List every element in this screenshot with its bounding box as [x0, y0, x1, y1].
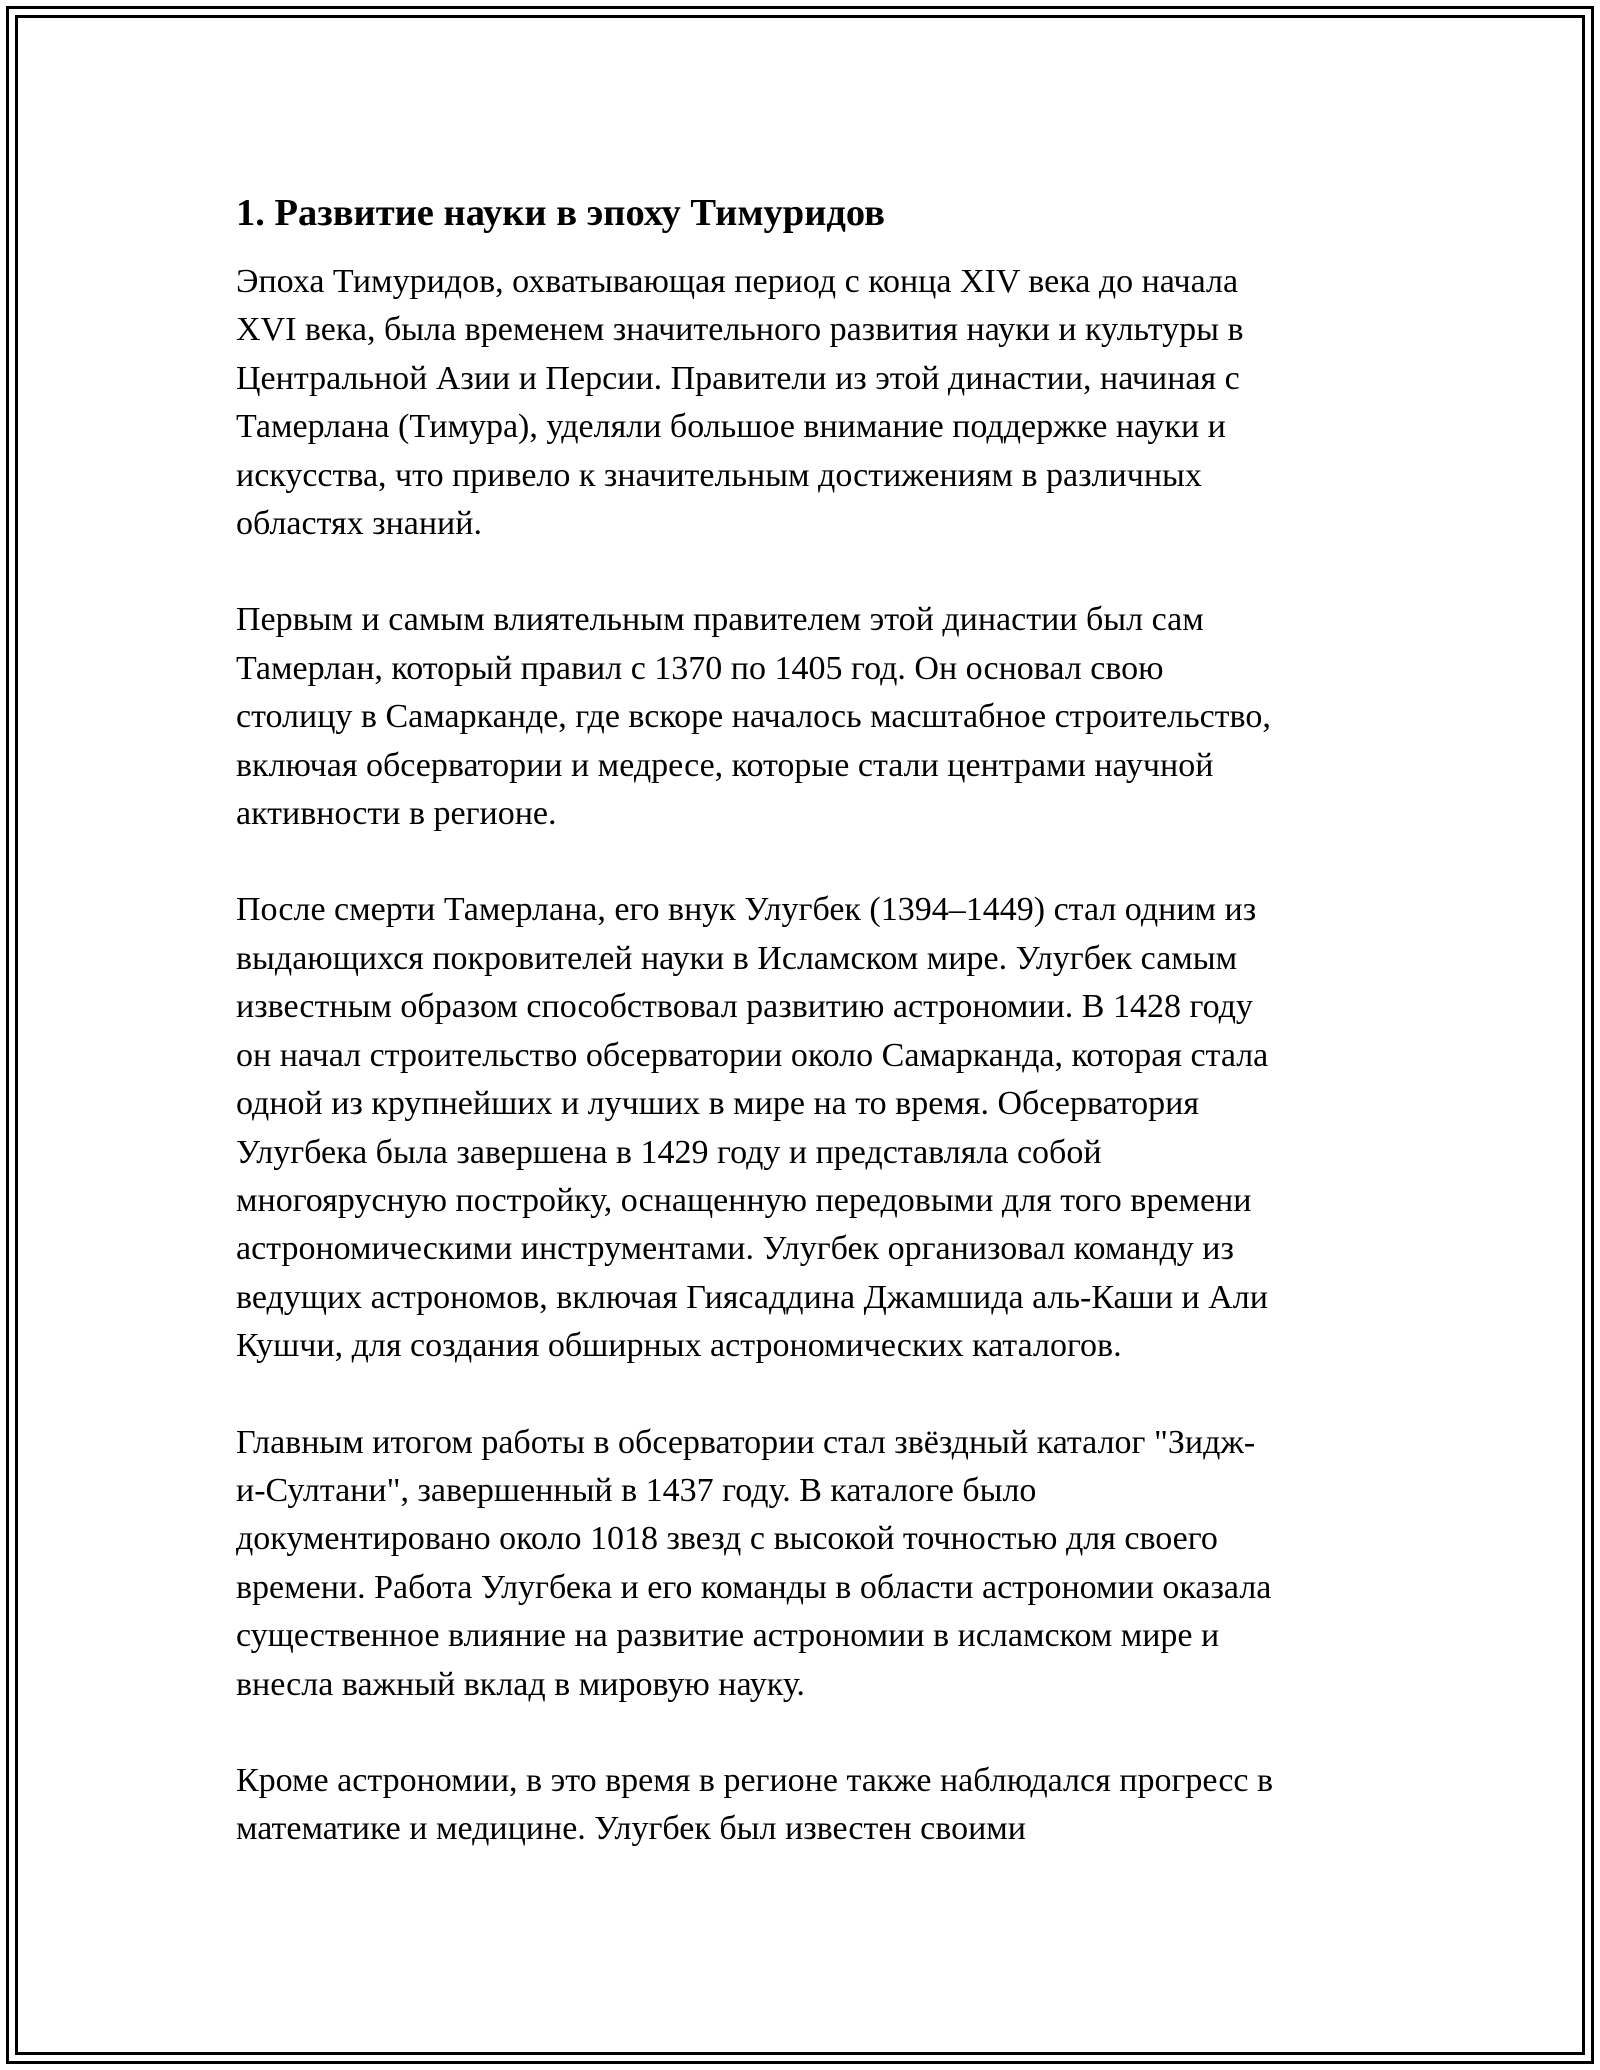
paragraph	[236, 1419, 1366, 1709]
text-line: существенное влияние на развитие астрономии в исламском мире и	[236, 1617, 1220, 1655]
text-line: активности в регионе.	[236, 795, 557, 833]
text-line: столицу в Самарканде, где вскоре началось масштабное строительство,	[236, 698, 1271, 736]
paragraph	[236, 1757, 1366, 1854]
text-line: и-Султани", завершенный в 1437 году. В каталоге было	[236, 1471, 1037, 1509]
paragraph	[236, 258, 1366, 548]
paragraph	[236, 596, 1366, 838]
text-line: известным образом способствовал развитию астрономии. В 1428 году	[236, 988, 1253, 1026]
document-body	[236, 186, 1366, 1854]
text-line: документировано около 1018 звезд с высокой точностью для своего	[236, 1520, 1218, 1558]
text-line: Центральной Азии и Персии. Правители из этой династии, начиная с	[236, 359, 1240, 397]
section-heading: 1. Развитие науки в эпоху Тимуридов	[236, 192, 885, 234]
text-line: Кушчи, для создания обширных астрономических каталогов.	[236, 1327, 1122, 1365]
text-line: многоярусную постройку, оснащенную передовыми для того времени	[236, 1181, 1252, 1219]
text-line: математике и медицине. Улугбек был известен своими	[236, 1810, 1026, 1848]
text-line: искусства, что привело к значительным достижениям в различных	[236, 456, 1202, 494]
text-line: XVI века, была временем значительного развития науки и культуры в	[236, 311, 1244, 349]
text-line: Улугбека была завершена в 1429 году и представляла собой	[236, 1133, 1102, 1171]
text-line: Тамерлана (Тимура), уделяли большое внимание поддержке науки и	[236, 408, 1226, 446]
text-line: внесла важный вклад в мировую науку.	[236, 1665, 805, 1703]
text-line: Эпоха Тимуридов, охватывающая период с конца XIV века до начала	[236, 263, 1239, 300]
text-line: времени. Работа Улугбека и его команды в области астрономии оказала	[236, 1568, 1272, 1606]
text-line: Кроме астрономии, в это время в регионе также наблюдался прогресс в	[236, 1761, 1274, 1799]
text-line: включая обсерватории и медресе, которые стали центрами научной	[236, 746, 1214, 784]
text-line: Тамерлан, который правил с 1370 по 1405 год. Он основал свою	[236, 649, 1164, 687]
text-line: Главным итогом работы в обсерватории стал звёздный каталог "Зидж-	[236, 1423, 1256, 1461]
text-line: астрономическими инструментами. Улугбек организовал команду из	[236, 1230, 1234, 1268]
text-line: одной из крупнейших и лучших в мире на то время. Обсерватория	[236, 1085, 1199, 1123]
text-line: областях знаний.	[236, 505, 482, 543]
paragraph	[236, 886, 1366, 1370]
text-line: он начал строительство обсерватории около Самарканда, которая стала	[236, 1036, 1269, 1074]
text-line: Первым и самым влиятельным правителем этой династии был сам	[236, 601, 1204, 639]
text-line: ведущих астрономов, включая Гиясаддина Джамшида аль-Каши и Али	[236, 1278, 1268, 1316]
text-line: После смерти Тамерлана, его внук Улугбек (1394–1449) стал одним из	[236, 891, 1257, 929]
text-line: выдающихся покровителей науки в Исламском мире. Улугбек самым	[236, 939, 1238, 977]
